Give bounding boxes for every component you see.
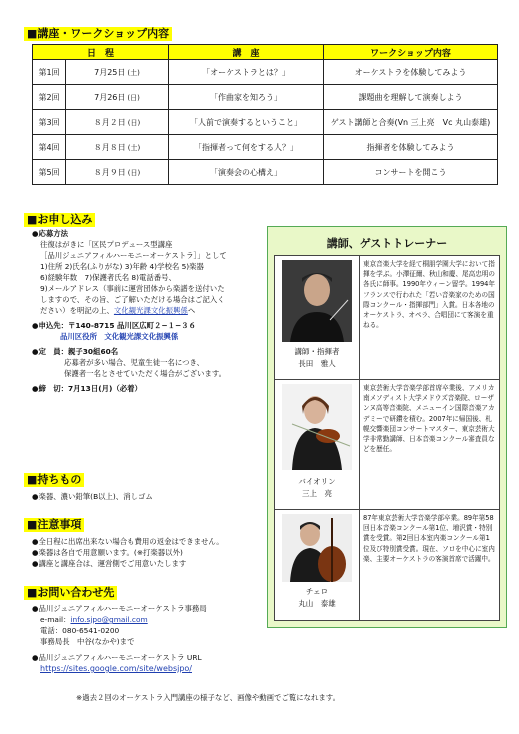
notes-heading-text: ■注意事項 [24,518,84,532]
note-item: ●楽器は各自で用意願います。(※打楽器以外) [32,548,183,557]
conductor-name: 長田 雅人 [298,359,336,368]
session-weekday: (日) [127,93,140,102]
method-line: 1)住所 2)氏名(ふりがな) 3)年齢 4)学校名 5)楽器 [40,262,204,271]
schedule-row [33,60,498,85]
session-lecture: 「人前で演奏するということ」 [169,110,324,135]
notes-list [32,536,272,569]
method-line [40,305,272,316]
method-line: 9)メールアドレス（事前に運営団体から楽譜を送付いた [40,284,225,293]
violin-bio: 東京芸術大学音楽学部首席卒業後、アメリカ南メソディスト大学メドウズ音楽院、ローザンヌ高等音楽院、メニューイン国際音楽アカデミーで研鑽を積む。2007年に帰国後、札幌交響楽団コンサートマスター、東京芸術大学非常勤講師、日本音楽コンクール審査員などを歴任。 [363,384,495,454]
session-date [66,110,169,135]
url-title: ●品川ジュニアフィルハーモニーオーケストラ URL [32,653,202,662]
email-link[interactable]: info.sjpo@gmail.com [70,615,148,624]
note-item: ●講座と講座合は、運営側でご用意いたします [32,559,187,568]
session-date-text: ８月８日 [93,142,126,152]
items-heading-text: ■持ちもの [24,473,84,487]
session-date-text: ８月２日 [93,117,126,127]
contact-person: 事務局長 中谷(なかや)まで [40,637,135,646]
method-body [32,239,272,316]
capacity-line: 保護者一名とさせていただく場合がございます。 [64,369,227,378]
items-heading [24,473,84,487]
schedule-row [33,160,498,185]
conductor-photo-area [275,256,360,380]
lecturer-panel-title: 講師、ゲストトレーナー [326,237,448,250]
session-content: 指揮者を体験してみよう [324,135,498,160]
lecturer-card-violin [274,379,500,511]
session-number: 第2回 [33,85,66,110]
apply-heading-text: ■お申し込み [24,213,95,227]
footnote: ※過去２回のオーケストラ入門講座の様子など、画像や動画でご覧になれます。 [76,693,340,702]
method-title: ●応募方法 [32,229,69,238]
session-date-text: ８月９日 [93,167,126,177]
contact-heading [24,586,117,600]
schedule-row [33,110,498,135]
apply-heading [24,213,95,227]
session-lecture: 「指揮者って何をする人？」 [169,135,324,160]
workshop-heading-text: ■講座・ワークショップ内容 [24,27,172,41]
capacity-line: 応募者が多い場合、児童生徒一名につき、 [64,358,204,367]
session-number: 第1回 [33,60,66,85]
note-item: ●全日程に出席出来ない場合も費用の返金はできません。 [32,537,224,546]
conductor-bio: 東京音楽大学を経て桐朋学園大学において指揮を学ぶ。小澤征爾、秋山和慶、尾高忠明の各氏に師事。1990年ウィーン留学。1994年フランスで行われた「若い音楽家のための国際コンクール・指揮部門」入賞。日本各地のオーケストラ、オペラ、合唱団にて客演を重ねる。 [363,260,496,330]
violin-role: バイオリン [298,477,336,486]
col-header-date: 日 程 [33,45,169,60]
cello-role: チェロ [305,587,329,596]
url-link[interactable]: https://sites.google.com/site/websjpo/ [40,664,192,673]
workshop-heading [24,27,172,41]
address-dept: 品川区役所 文化観光課文化振興係 [60,332,179,341]
apply-method [32,228,272,394]
email-label: e-mail： [40,615,71,624]
session-number: 第5回 [33,160,66,185]
session-weekday: (日) [127,118,141,127]
contact-phone: 電話：080-6541-0200 [40,626,120,635]
violinist-photo [282,384,352,470]
cello-name: 丸山 泰雄 [298,599,336,608]
session-number: 第3回 [33,110,66,135]
capacity-title: ●定 員：親子30組60名 [32,347,119,356]
method-line: ［品川ジュニアフィルハーモニーオーケストラ］」として [40,251,227,260]
session-date-text: 7月26日 [94,92,126,102]
session-date [66,60,169,85]
method-line: しますので、その旨、ご了解いただける場合はご記入く [40,295,225,304]
method-line: 往復はがきに「区民プロデュース型講座 [40,240,173,249]
session-lecture: 「演奏会の心構え」 [169,160,324,185]
lecturer-panel [267,226,507,628]
session-content: 課題曲を理解して演奏しよう [324,85,498,110]
session-number: 第4回 [33,135,66,160]
session-content: コンサートを開こう [324,160,498,185]
conductor-role: 講師・指揮者 [294,347,340,356]
method-line: 6)経験年数 7)保護者氏名 8)電話番号、 [40,273,176,282]
schedule-row [33,135,498,160]
url-line [32,663,332,674]
session-weekday: (土) [127,143,141,152]
conductor-photo [282,260,352,342]
schedule-row [33,85,498,110]
lecturer-card-cello [274,509,500,621]
session-content: ゲスト講師と合奏(Vn 三上亮 Vc 丸山泰雄) [324,110,498,135]
contact-heading-text: ■お問い合わせ先 [24,586,117,600]
dept-link[interactable]: 文化観光課文化振興係 [113,306,188,315]
session-lecture: 「作曲家を知ろう」 [169,85,324,110]
col-header-lecture: 講 座 [169,45,324,60]
method-line-end: へ [187,306,196,315]
session-date-text: 7月25日 [94,67,126,77]
session-weekday: (日) [127,168,141,177]
session-date [66,160,169,185]
lecturer-card-conductor [274,255,500,381]
deadline: ●締 切：7月13日(月)（必着） [32,384,142,393]
items-text: ●楽器、濃い鉛筆(B以上)、消しゴム [32,492,153,501]
cello-photo-area [275,510,360,620]
session-content: オーケストラを体験してみよう [324,60,498,85]
session-lecture: 「オーケストラとは？」 [169,60,324,85]
violin-photo-area [275,380,360,510]
col-header-content: ワークショップ内容 [324,45,498,60]
session-date [66,85,169,110]
method-line-text: ださい）を明記の上、 [40,306,114,315]
contact-org: ●品川ジュニアフィルハーモニーオーケストラ事務局 [32,604,207,613]
schedule-table [32,44,498,185]
address-title: ●申込先：〒140-8715 品川区広町２−１−３６ [32,321,196,330]
cellist-photo [282,514,352,582]
session-weekday: (土) [127,68,140,77]
session-date [66,135,169,160]
violin-name: 三上 亮 [302,489,332,498]
notes-heading [24,518,84,532]
cello-bio: 87年東京芸術大学音楽学部卒業。89年第58回日本音楽コンクール第1位、増沢賞・特別賞を受賞。第2回日本室内楽コンクール第1位及び特別賞受賞。現在、ソロを中心に室内楽、主要オーケストラの客演首席で活躍中。 [363,514,495,563]
